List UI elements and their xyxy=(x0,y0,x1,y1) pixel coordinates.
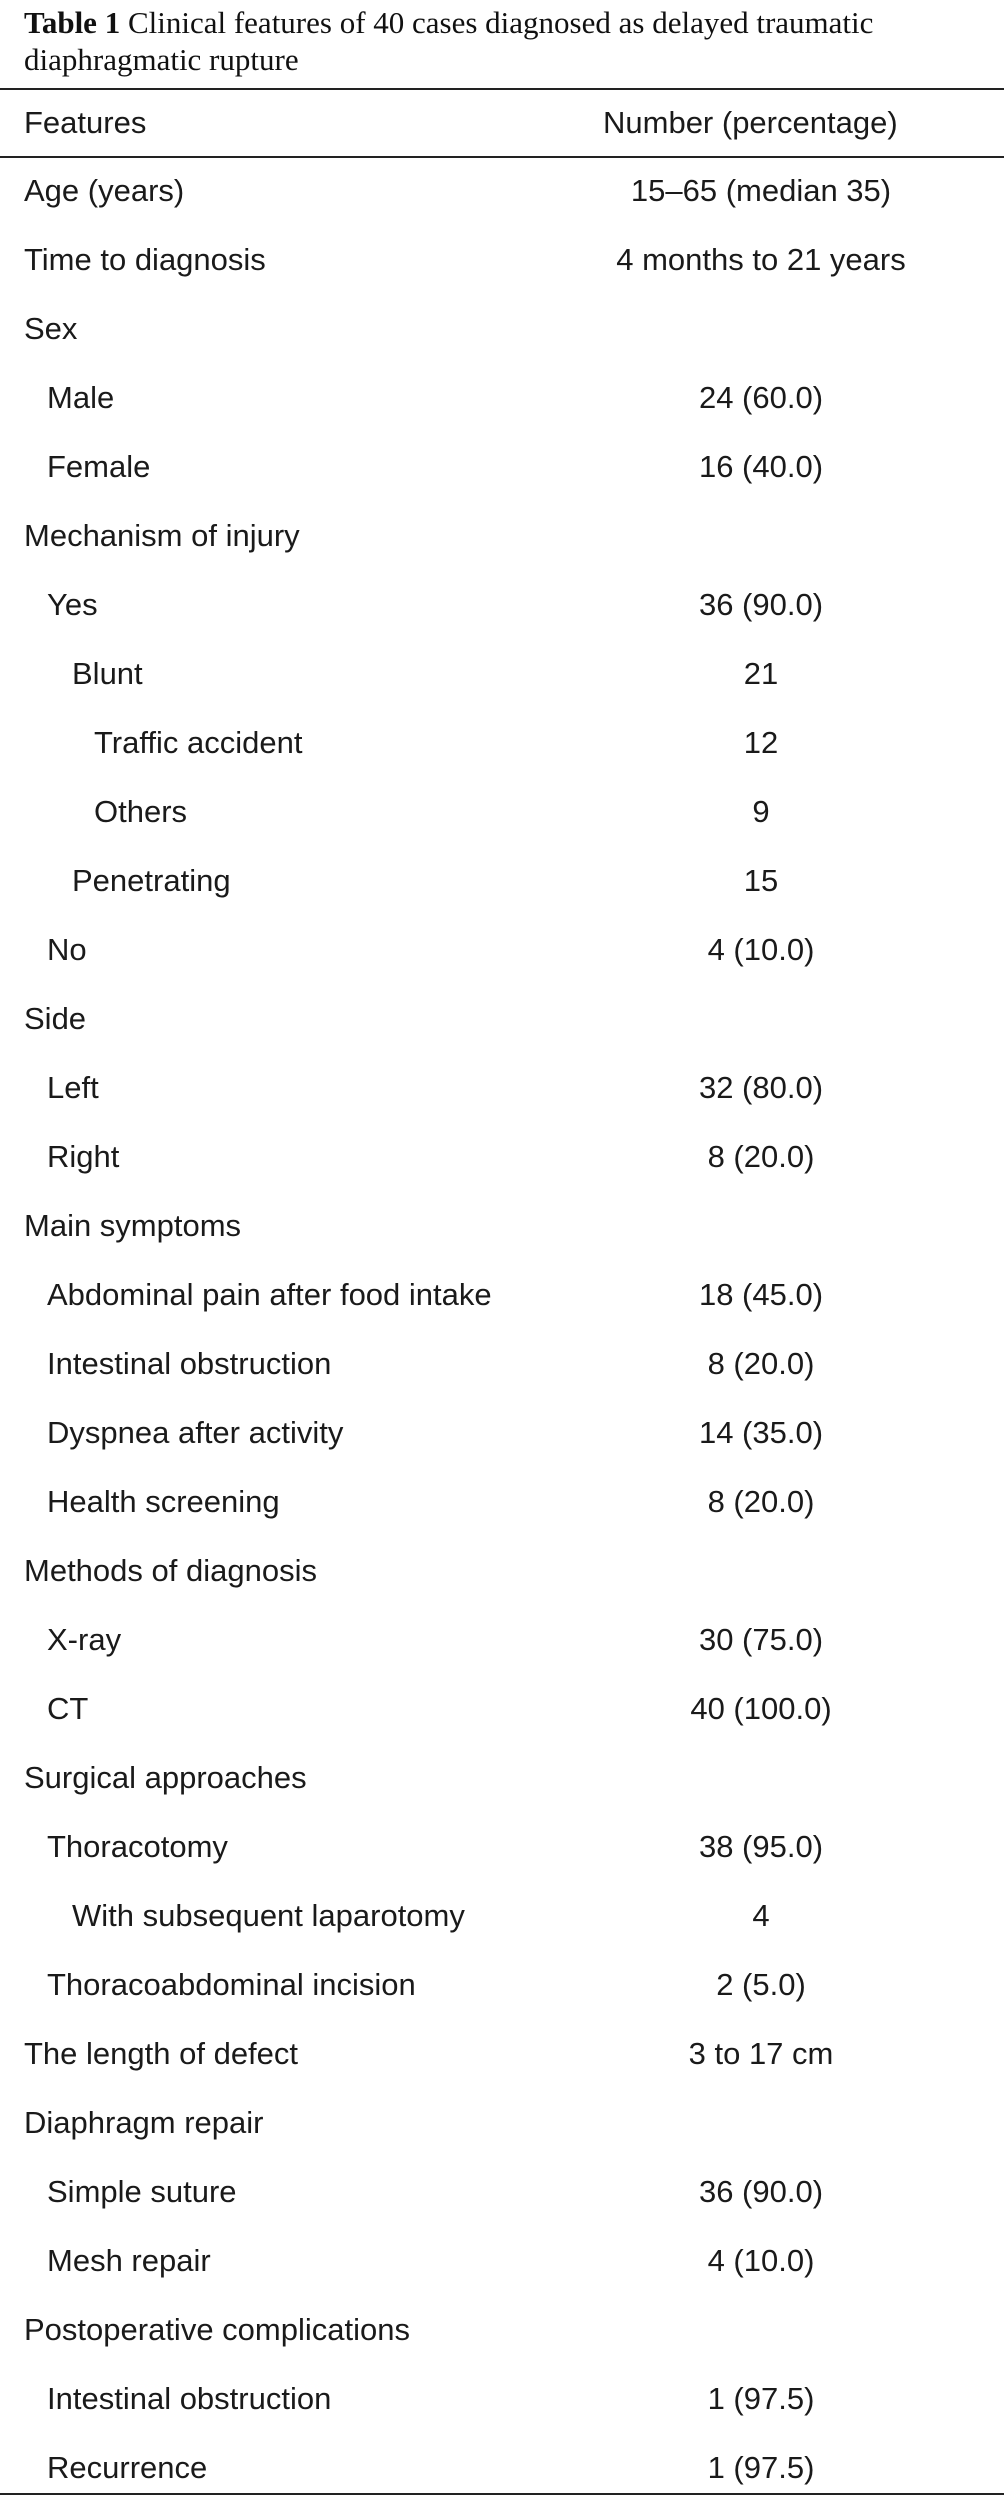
table-row xyxy=(0,1193,1004,1262)
row-feature: Female xyxy=(47,449,151,484)
row-value: 1 (97.5) xyxy=(707,2450,815,2485)
row-feature: Right xyxy=(47,1139,120,1174)
table-row xyxy=(0,1538,1004,1607)
table-title: Clinical features of 40 cases diagnosed as delayed traumatic diaphragmatic rupture xyxy=(24,5,874,77)
table-row xyxy=(0,2366,1004,2435)
row-value: 8 (20.0) xyxy=(707,1346,815,1381)
row-feature: Age (years) xyxy=(24,173,185,208)
row-feature: Thoracotomy xyxy=(47,1829,228,1864)
row-value: 18 (45.0) xyxy=(698,1277,824,1312)
table-row xyxy=(0,503,1004,572)
table-row xyxy=(0,917,1004,986)
row-feature: Time to diagnosis xyxy=(24,242,266,277)
table-row xyxy=(0,2090,1004,2159)
row-feature: Recurrence xyxy=(47,2450,208,2485)
row-feature: Others xyxy=(94,794,188,829)
table-row xyxy=(0,572,1004,641)
table-row xyxy=(0,710,1004,779)
row-feature: Postoperative complications xyxy=(24,2312,410,2347)
table-row xyxy=(0,1814,1004,1883)
row-value: 4 xyxy=(752,1898,770,1933)
row-feature: Surgical approaches xyxy=(24,1760,307,1795)
row-value: 2 (5.0) xyxy=(716,1967,806,2002)
row-feature: Intestinal obstruction xyxy=(47,1346,332,1381)
row-feature: Mesh repair xyxy=(47,2243,211,2278)
table-row xyxy=(0,434,1004,503)
table-row xyxy=(0,2228,1004,2297)
row-value: 32 (80.0) xyxy=(698,1070,824,1105)
row-feature: Simple suture xyxy=(47,2174,237,2209)
table-row xyxy=(0,1400,1004,1469)
table-row xyxy=(0,227,1004,296)
row-value: 1 (97.5) xyxy=(707,2381,815,2416)
row-feature: Main symptoms xyxy=(24,1208,242,1243)
row-feature: With subsequent laparotomy xyxy=(72,1898,465,1933)
header-number: Number (percentage) xyxy=(603,105,898,140)
row-feature: Yes xyxy=(47,587,98,622)
table-body xyxy=(0,158,1004,2504)
row-value: 12 xyxy=(743,725,779,760)
row-value: 3 to 17 cm xyxy=(688,2036,834,2071)
row-feature: Penetrating xyxy=(72,863,231,898)
table-caption xyxy=(24,4,984,78)
row-value: 38 (95.0) xyxy=(698,1829,824,1864)
row-value: 4 months to 21 years xyxy=(616,242,906,277)
row-feature: Abdominal pain after food intake xyxy=(47,1277,492,1312)
header-features: Features xyxy=(24,105,147,140)
row-feature: Traffic accident xyxy=(94,725,303,760)
table-row xyxy=(0,1331,1004,1400)
table-row xyxy=(0,779,1004,848)
table-row xyxy=(0,1676,1004,1745)
row-feature: Side xyxy=(24,1001,87,1036)
table-row xyxy=(0,641,1004,710)
row-feature: Blunt xyxy=(72,656,143,691)
table-row xyxy=(0,1745,1004,1814)
table-header xyxy=(0,90,1004,156)
row-feature: Dyspnea after activity xyxy=(47,1415,344,1450)
row-value: 8 (20.0) xyxy=(707,1139,815,1174)
bottom-rule xyxy=(0,2493,1004,2495)
row-value: 14 (35.0) xyxy=(698,1415,824,1450)
row-value: 16 (40.0) xyxy=(698,449,824,484)
row-value: 21 xyxy=(743,656,779,691)
table-row xyxy=(0,1124,1004,1193)
row-value: 9 xyxy=(752,794,770,829)
row-feature: Mechanism of injury xyxy=(24,518,300,553)
row-value: 4 (10.0) xyxy=(707,932,815,967)
row-feature: No xyxy=(47,932,87,967)
row-feature: Left xyxy=(47,1070,99,1105)
table-row xyxy=(0,2021,1004,2090)
row-feature: Health screening xyxy=(47,1484,280,1519)
row-feature: Methods of diagnosis xyxy=(24,1553,317,1588)
table-row xyxy=(0,1262,1004,1331)
table-row xyxy=(0,158,1004,227)
table-row xyxy=(0,1952,1004,2021)
table-row xyxy=(0,848,1004,917)
row-feature: Intestinal obstruction xyxy=(47,2381,332,2416)
row-value: 40 (100.0) xyxy=(690,1691,832,1726)
row-feature: Sex xyxy=(24,311,78,346)
table-row xyxy=(0,2159,1004,2228)
row-value: 4 (10.0) xyxy=(707,2243,815,2278)
row-value: 30 (75.0) xyxy=(698,1622,824,1657)
row-value: 36 (90.0) xyxy=(698,2174,824,2209)
row-feature: Diaphragm repair xyxy=(24,2105,264,2140)
table-label: Table 1 xyxy=(24,5,121,40)
table-row xyxy=(0,1883,1004,1952)
table-row xyxy=(0,296,1004,365)
row-value: 15–65 (median 35) xyxy=(630,173,892,208)
row-feature: Thoracoabdominal incision xyxy=(47,1967,416,2002)
row-value: 15 xyxy=(743,863,779,898)
row-value: 8 (20.0) xyxy=(707,1484,815,1519)
table-row xyxy=(0,1607,1004,1676)
row-feature: The length of defect xyxy=(24,2036,299,2071)
table-row xyxy=(0,986,1004,1055)
table-row xyxy=(0,2297,1004,2366)
table-row xyxy=(0,1469,1004,1538)
table-row xyxy=(0,1055,1004,1124)
row-feature: X-ray xyxy=(47,1622,122,1657)
table-row xyxy=(0,365,1004,434)
row-feature: Male xyxy=(47,380,115,415)
row-value: 36 (90.0) xyxy=(698,587,824,622)
row-value: 24 (60.0) xyxy=(698,380,824,415)
row-feature: CT xyxy=(47,1691,89,1726)
